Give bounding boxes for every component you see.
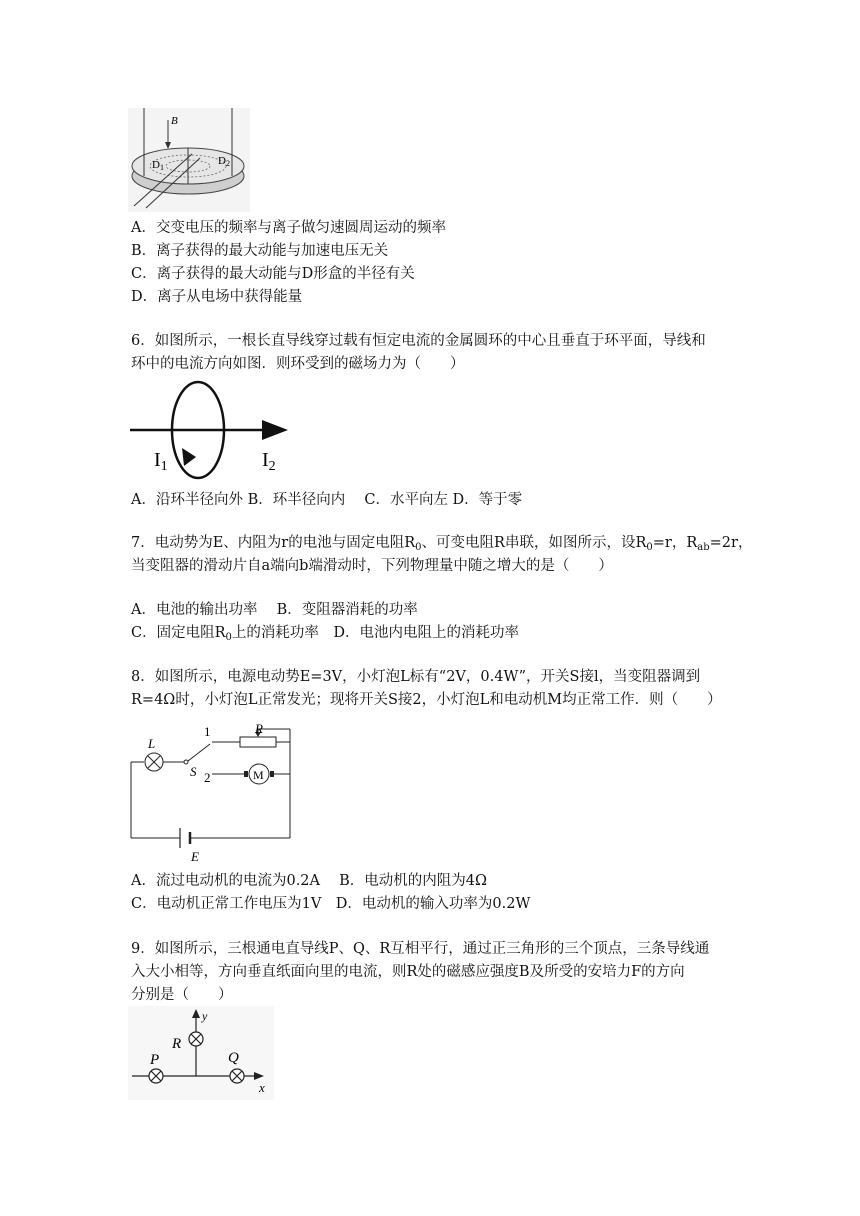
q7-options-line2: C．固定电阻$R_0$上的消耗功率 D．电池内电阻上的消耗功率 [131,625,520,643]
q6-stem-line2: 环中的电流方向如图．则环受到的磁场力为（ ） [131,356,465,372]
label-d2: D2 [218,155,230,168]
label-r: R [255,721,263,736]
q5-option-a: A．交变电压的频率与离子做匀速圆周运动的频率 [131,220,446,236]
label-y: y [202,1009,208,1023]
label-d1: D1 [152,159,164,172]
label-i2: $I_2$ [262,449,276,474]
q7-stem-line2: 当变阻器的滑动片自a端向b端滑动时，下列物理量中随之增大的是（ ） [131,558,613,574]
label-q: Q [228,1050,239,1066]
label-x: x [259,1080,265,1095]
label-b: B [171,115,178,127]
label-e: E [191,849,199,864]
q5-option-b: B．离子获得的最大动能与加速电压无关 [131,243,389,259]
q5-option-d: D．离子从电场中获得能量 [131,289,303,305]
q7-options-line1: A．电池的输出功率 B．变阻器消耗的功率 [131,602,418,618]
q7-stem-line1: 7．电动势为E、内阻为r的电池与固定电阻$R_0$、可变电阻R串联，如图所示，设$R_0=r$，$R_{ab}=2r$， [131,535,753,553]
q5-option-c: C．离子获得的最大动能与D形盒的半径有关 [131,266,415,282]
q9-stem-line3: 分别是（ ） [131,987,233,1003]
label-s: S [190,764,197,779]
label-m: M [253,768,264,782]
label-p: P [150,1052,160,1068]
q9-stem-line1: 9．如图所示，三根通电直导线P、Q、R互相平行，通过正三角形的三个顶点，三条导线通 [131,941,710,957]
label-1: 1 [204,724,211,739]
q8-options-line1: A．流过电动机的电流为0.2A B．电动机的内阻为4Ω [131,873,488,889]
q6-options: A．沿环半径向外 B．环半径向内 C．水平向左 D．等于零 [131,492,523,508]
q8-stem-line1: 8．如图所示，电源电动势E=3V，小灯泡L标有“2V，0.4W”，开关S接l，当变阻器调到 [131,669,701,685]
q9-stem-line2: 入大小相等，方向垂直纸面向里的电流，则R处的磁感应强度B及所受的安培力F的方向 [131,964,685,980]
label-l: L [148,736,156,751]
circuit-figure [126,716,302,864]
q8-options-line2: C．电动机正常工作电压为1V D．电动机的输入功率为0.2W [131,896,531,912]
three-wires-figure [128,1006,274,1100]
cyclotron-figure [128,108,250,212]
label-i1: $I_1$ [154,449,168,474]
label-2: 2 [204,770,211,785]
wire-ring-figure [128,378,294,482]
q8-stem-line2: R=4Ω时，小灯泡L正常发光；现将开关S接2，小灯泡L和电动机M均正常工作．则（ ） [131,692,722,708]
label-r: R [172,1036,182,1052]
q6-stem-line1: 6．如图所示，一根长直导线穿过载有恒定电流的金属圆环的中心且垂直于环平面，导线和 [131,333,706,349]
